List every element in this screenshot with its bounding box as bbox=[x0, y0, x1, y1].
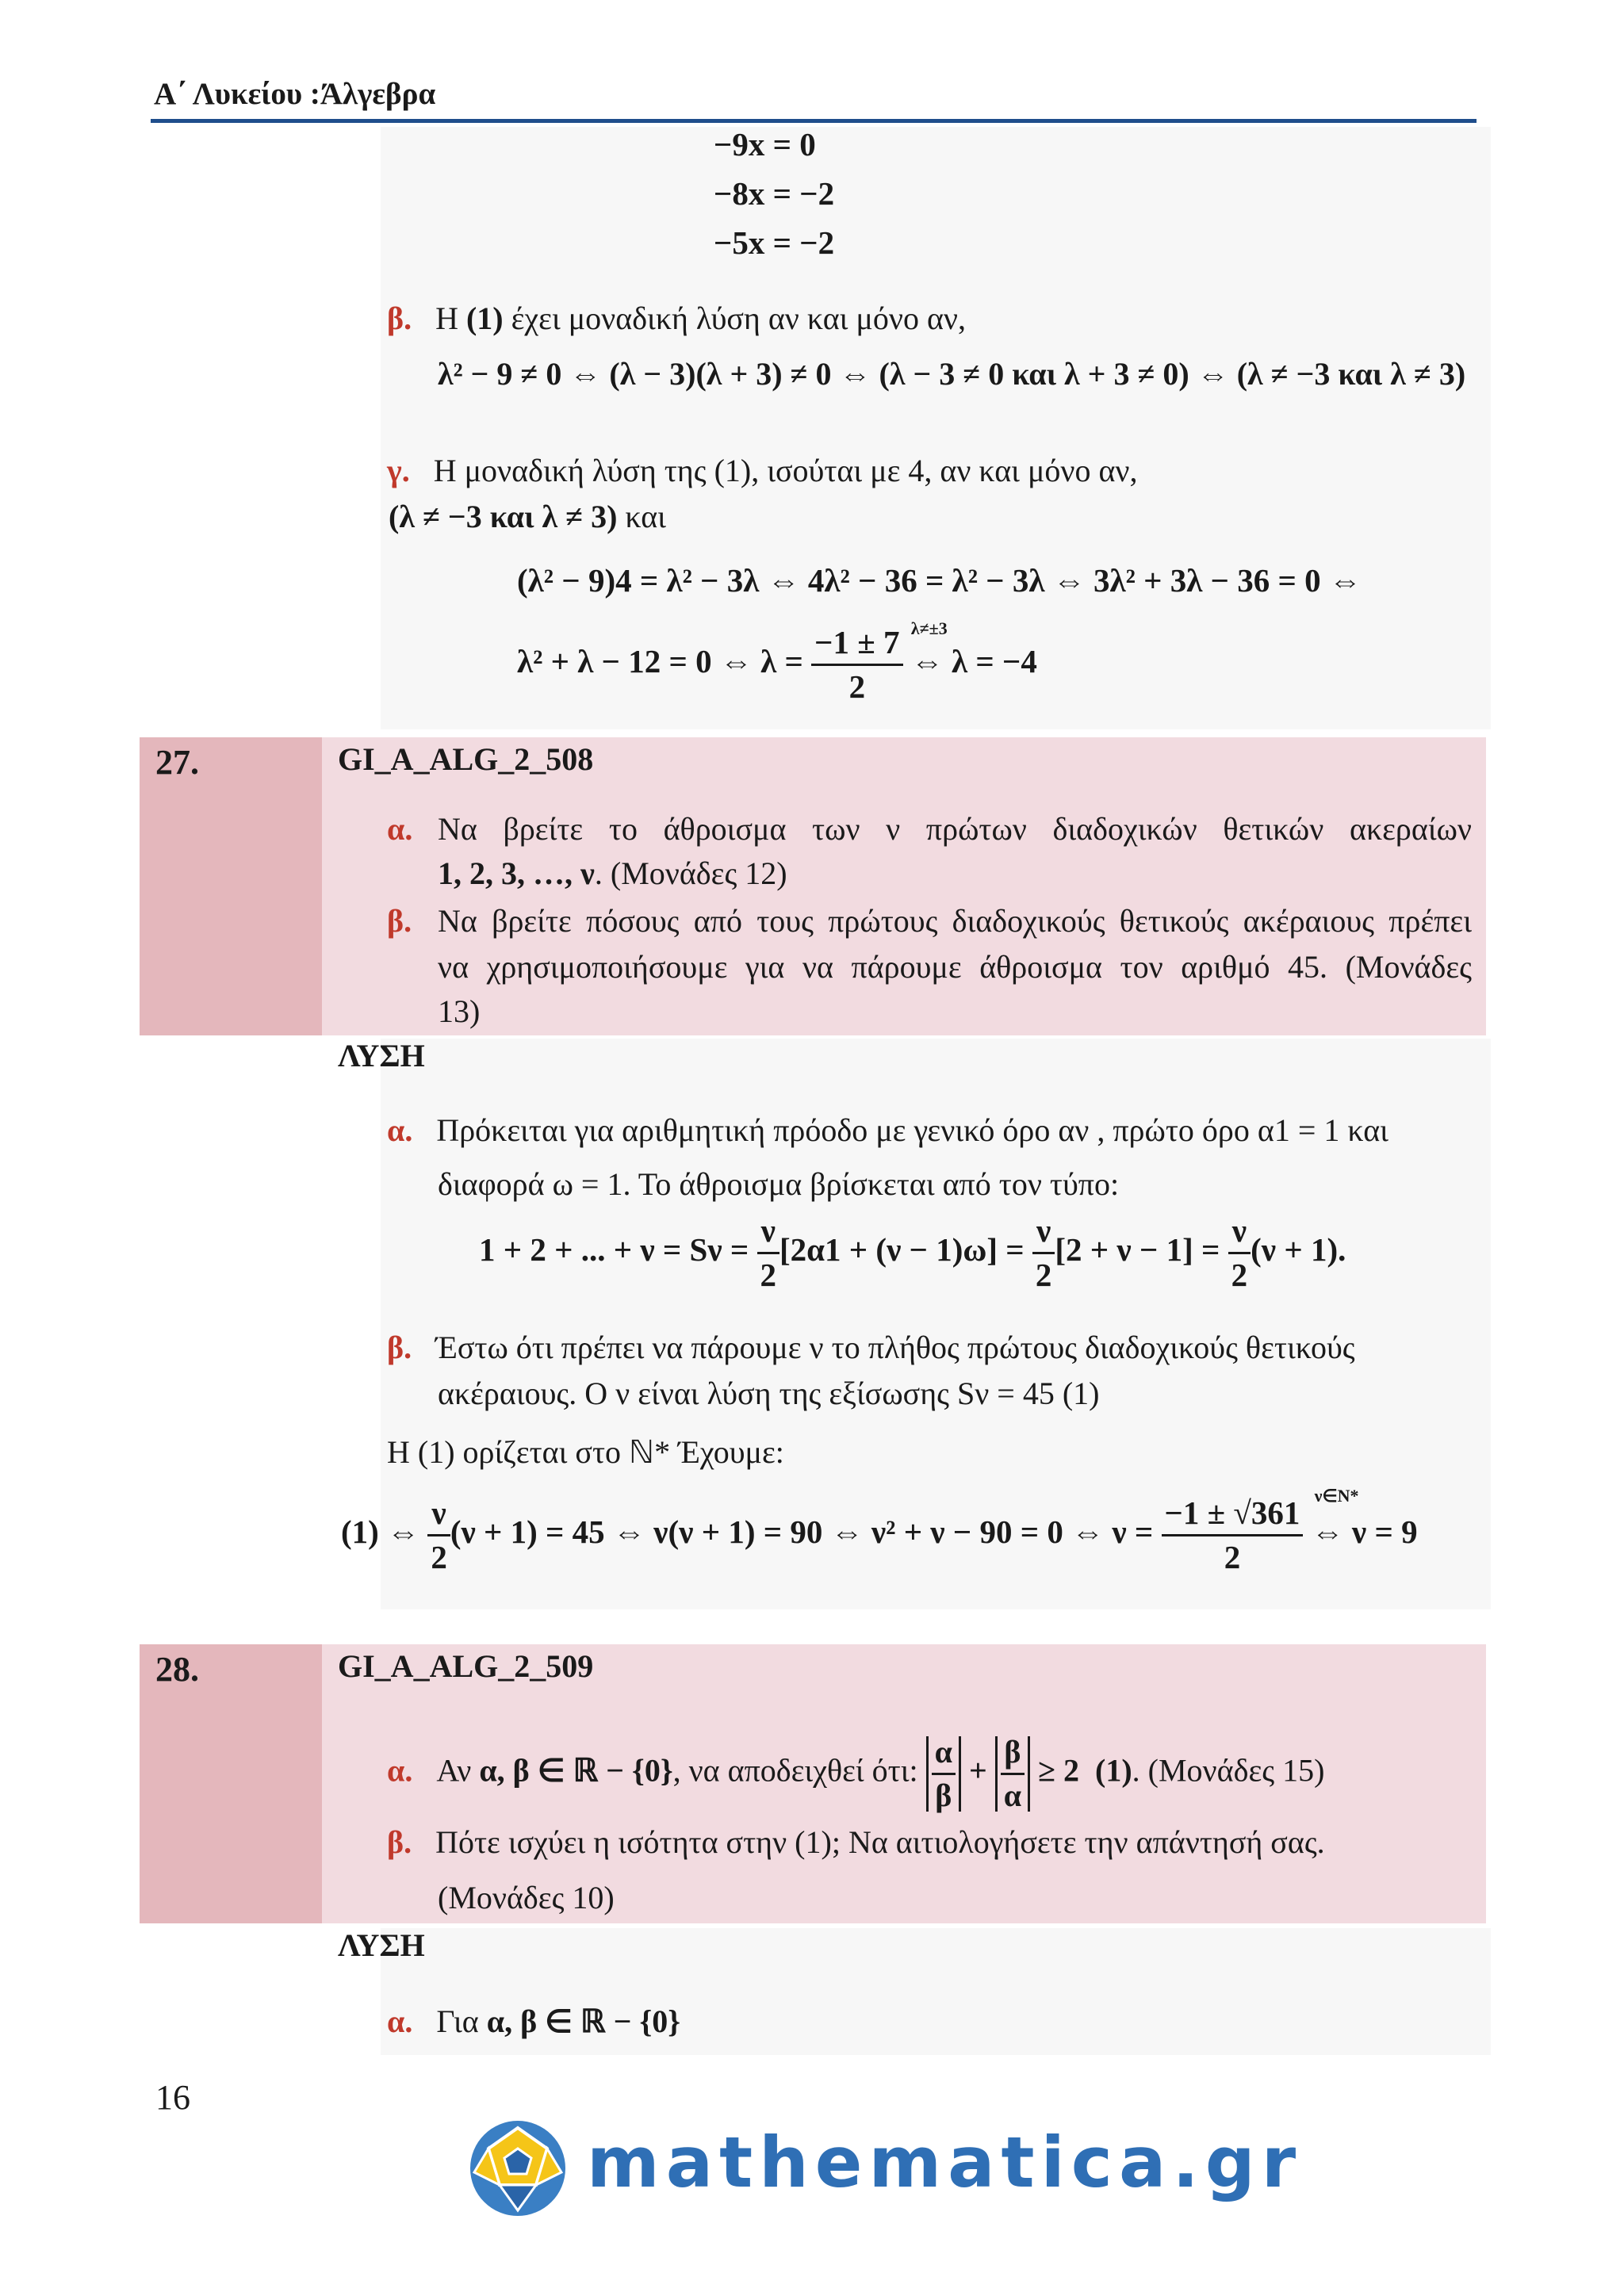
sol27-fraction-2-den: 2 bbox=[1035, 1257, 1052, 1293]
q27-a-line-2 bbox=[438, 851, 787, 896]
part-c-line-2 bbox=[389, 495, 666, 539]
sol27-fraction-3 bbox=[1228, 1212, 1251, 1293]
sol27-eq-pre: (1) ⇔ bbox=[341, 1513, 420, 1550]
header-rule bbox=[151, 119, 1477, 123]
q28-b-line-1 bbox=[387, 1820, 1325, 1865]
q27-b-line-2 bbox=[438, 945, 1472, 989]
sol27-fraction-3-num: ν bbox=[1228, 1215, 1251, 1254]
q27-sequence: 1, 2, 3, …, ν bbox=[438, 855, 595, 891]
sol27-eq-fraction-1 bbox=[427, 1494, 450, 1575]
part-c-equation-line-3: (λ² − 9)4 = λ² − 3λ ⇔ 4λ² − 36 = λ² − 3λ ⇔ 3λ² + 3λ − 36 = 0 ⇔ bbox=[517, 562, 1362, 599]
q27-b-line-1 bbox=[387, 899, 1472, 943]
sol27-fraction-3-den: 2 bbox=[1231, 1257, 1248, 1293]
sol27-formula-mid-1: [2α1 + (ν − 1)ω] = bbox=[779, 1230, 1025, 1268]
sol27-a-line-2: διαφορά ω = 1. Το άθροισμα βρίσκεται από τον τύπο: bbox=[438, 1166, 1120, 1202]
sol27-eq-fraction-1-num: ν bbox=[427, 1497, 450, 1536]
sol27-sum-formula bbox=[479, 1212, 1346, 1293]
q28-a-domain: α, β ∈ ℝ − {0} bbox=[479, 1752, 673, 1789]
part-c-text: Η μοναδική λύση της (1), ισούται με 4, αν και μόνο αν, bbox=[433, 453, 1138, 488]
sol27-b-line-3: Η (1) ορίζεται στο ℕ* Έχουμε: bbox=[387, 1434, 784, 1470]
sol27-fraction-2 bbox=[1032, 1212, 1055, 1293]
sol28-a-label: α. bbox=[387, 2003, 413, 2039]
solution-28-heading: ΛΥΣΗ bbox=[338, 1927, 425, 1963]
sol27-eq-fraction-2 bbox=[1162, 1494, 1304, 1575]
q28-a-line: α. Αν α, β ∈ ℝ − {0}, να αποδειχθεί ότι: $\frac{\alpha}{\beta}$ + $\frac{\beta}{\alpha}$ ≥ 2 (1). (Μονάδες 15) bbox=[387, 1734, 1325, 1813]
part-c-eq4-post: ⇔ λ = −4 bbox=[910, 642, 1037, 679]
sol27-a-line-1 bbox=[387, 1108, 1388, 1153]
sol27-b-line-1 bbox=[387, 1326, 1355, 1370]
sol27-fraction-1-num: ν bbox=[757, 1215, 780, 1254]
sol27-formula-end: (ν + 1). bbox=[1251, 1230, 1346, 1268]
q28-a-points: . (Μονάδες 15) bbox=[1132, 1752, 1325, 1789]
q28-abs-2 bbox=[995, 1736, 1030, 1812]
sol27-fraction-1-den: 2 bbox=[760, 1257, 777, 1293]
q28-fraction-2-den: α bbox=[1003, 1777, 1022, 1813]
q27-b-label: β. bbox=[387, 903, 412, 939]
q27-a-label: α. bbox=[387, 811, 413, 847]
part-b-label: β. bbox=[387, 300, 412, 336]
q27-a-line-1 bbox=[387, 807, 1472, 851]
sol27-eq-end: ⇔ ν = 9 bbox=[1311, 1513, 1418, 1550]
page-number: 16 bbox=[155, 2078, 190, 2117]
q28-equation-number: (1) bbox=[1095, 1752, 1132, 1789]
solution-27-heading: ΛΥΣΗ bbox=[338, 1038, 425, 1073]
mathematica-logo-icon bbox=[466, 2117, 569, 2220]
part-b-equivalence-chain: λ² − 9 ≠ 0 ⇔ (λ − 3)(λ + 3) ≠ 0 ⇔ (λ − 3 ≠ 0 και λ + 3 ≠ 0) ⇔ (λ ≠ −3 και λ ≠ 3) bbox=[438, 356, 1466, 392]
q28-b-label: β. bbox=[387, 1824, 412, 1860]
mathematica-logo-text: mathematica.gr bbox=[587, 2122, 1303, 2203]
part-c-eq4-pre: λ² + λ − 12 = 0 ⇔ λ = bbox=[517, 642, 803, 679]
question-28-number: 28. bbox=[155, 1650, 199, 1689]
q28-b-text-1: Πότε ισχύει η ισότητα στην (1); Να αιτιολογήσετε την απάντησή σας. bbox=[435, 1824, 1325, 1860]
q28-fraction-2 bbox=[1001, 1736, 1025, 1812]
question-28-code: GI_A_ALG_2_509 bbox=[338, 1648, 594, 1684]
q27-a-points: . (Μονάδες 12) bbox=[594, 855, 787, 891]
part-c-label: γ. bbox=[387, 453, 410, 488]
sol28-a-pre: Για bbox=[436, 2003, 479, 2039]
sol27-eq-fraction-2-num: −1 ± √361 bbox=[1162, 1497, 1304, 1536]
sol27-formula-mid-2: [2 + ν − 1] = bbox=[1055, 1230, 1220, 1268]
equation-reference: (1) bbox=[465, 300, 504, 336]
sol27-b-text-1: Έστω ότι πρέπει να πάρουμε ν το πλήθος πρώτους διαδοχικούς θετικούς bbox=[435, 1330, 1355, 1365]
part-c-fraction-numerator: −1 ± 7 bbox=[811, 626, 902, 666]
sol27-a-text-1: Πρόκειται για αριθμητική πρόοδο με γενικό όρο αν , πρώτο όρο α1 = 1 και bbox=[436, 1112, 1388, 1148]
sol27-formula-pre: 1 + 2 + ... + ν = Sν = bbox=[479, 1230, 749, 1268]
sol27-eq-condition: ν∈N* bbox=[1314, 1485, 1359, 1506]
q28-fraction-1 bbox=[932, 1736, 956, 1812]
q28-fraction-2-num: β bbox=[1001, 1736, 1025, 1775]
sol27-fraction-2-num: ν bbox=[1032, 1215, 1055, 1254]
sol27-fraction-1 bbox=[757, 1212, 780, 1293]
sol27-equation bbox=[341, 1485, 1418, 1575]
equation-line-2: −8x = −2 bbox=[714, 175, 835, 212]
part-b-text: έχει μοναδική λύση αν και μόνο αν, bbox=[511, 300, 966, 336]
question-27-number: 27. bbox=[155, 743, 199, 782]
sol27-eq-fraction-2-den: 2 bbox=[1224, 1539, 1241, 1575]
equation-line-3: −5x = −2 bbox=[714, 224, 835, 261]
equation-line-1: −9x = 0 bbox=[714, 126, 816, 163]
part-c-line-1 bbox=[387, 449, 1138, 493]
part-b-line-1 bbox=[387, 297, 966, 341]
sol28-a-line bbox=[387, 1999, 680, 2044]
sol27-a-label: α. bbox=[387, 1112, 413, 1148]
q28-ineq-end: ≥ 2 bbox=[1038, 1752, 1080, 1789]
q27-b-line-3: 13) bbox=[438, 993, 481, 1029]
q28-a-mid: , να αποδειχθεί ότι: bbox=[672, 1752, 918, 1789]
q27-a-text: Να βρείτε το άθροισμα των ν πρώτων διαδοχικών θετικών ακεραίων bbox=[438, 811, 1472, 847]
running-header: Α΄ Λυκείου :Άλγεβρα bbox=[154, 77, 436, 111]
part-c-condition: (λ ≠ −3 και λ ≠ 3) bbox=[389, 499, 618, 534]
part-c-equation-line-4 bbox=[517, 618, 1037, 705]
sol27-eq-fraction-1-den: 2 bbox=[431, 1539, 447, 1575]
question-27-code: GI_A_ALG_2_508 bbox=[338, 741, 594, 777]
sol27-b-label: β. bbox=[387, 1330, 412, 1365]
q28-fraction-1-den: β bbox=[935, 1777, 952, 1813]
q28-a-pre: Αν bbox=[436, 1752, 472, 1789]
question-27-box bbox=[140, 737, 1486, 1035]
part-c-fraction bbox=[811, 626, 902, 703]
part-c-fraction-denominator: 2 bbox=[848, 668, 866, 705]
q28-a-label: α. bbox=[387, 1752, 413, 1789]
q28-b-line-2: (Μονάδες 10) bbox=[438, 1880, 615, 1915]
sol27-eq-mid: (ν + 1) = 45 ⇔ ν(ν + 1) = 90 ⇔ ν² + ν − 90 = 0 ⇔ ν = bbox=[450, 1513, 1154, 1550]
q28-abs-1 bbox=[926, 1736, 961, 1812]
part-c-condition-over-arrow: λ≠±3 bbox=[910, 618, 948, 638]
part-c-and: και bbox=[625, 499, 666, 534]
part-b-pre: Η bbox=[435, 300, 458, 336]
sol28-a-domain: α, β ∈ ℝ − {0} bbox=[486, 2003, 681, 2039]
sol27-b-line-2: ακέραιους. Ο ν είναι λύση της εξίσωσης Sν = 45 (1) bbox=[438, 1376, 1100, 1411]
q28-fraction-1-num: α bbox=[932, 1736, 956, 1775]
q27-b-text-1: Να βρείτε πόσους από τους πρώτους διαδοχικούς θετικούς ακέραιους πρέπει bbox=[438, 903, 1472, 939]
q27-b-text-2: να χρησιμοποιήσουμε για να πάρουμε άθροισμα τον αριθμό 45. (Μονάδες bbox=[438, 949, 1472, 985]
